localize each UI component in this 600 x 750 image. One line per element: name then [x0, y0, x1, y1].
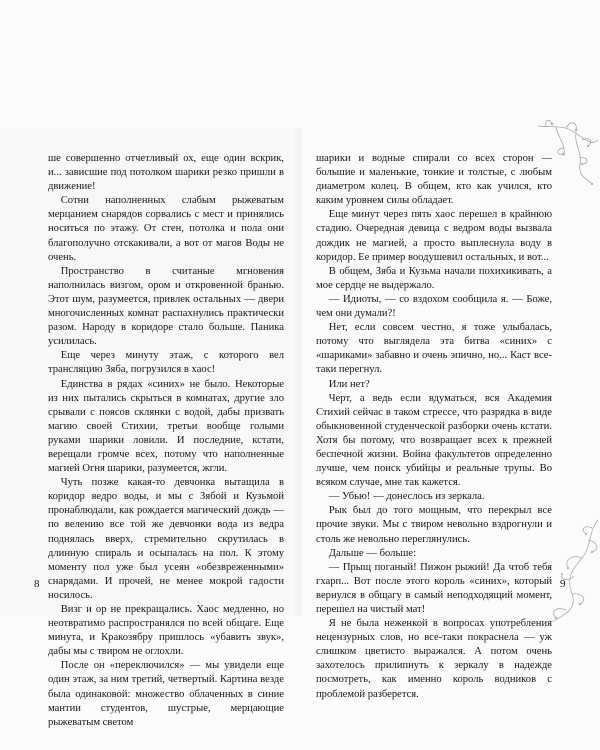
- paragraph: Еще через минуту этаж, с которого вел трансляцию Зяба, погрузился в хаос!: [48, 350, 284, 376]
- paragraph: ше совершенно отчетливый ох, еще один вскрик, и... зависшие под потолком шарики резко пришли в движение!: [48, 153, 284, 193]
- paragraph: После он «переключился» — мы увидели еще один этаж, за ним третий, четвертый. Картина везде была одинаковой: множество облаченных в синие мантии студентов, шустрые, мерцающие рыжеватым светом: [48, 660, 284, 728]
- paragraph: Дальше — больше:: [328, 547, 417, 559]
- paragraph: Пространство в считаные мгновения наполнилась визгом, ором и откровенной бранью. Этот шум, разумеется, привлек остальных — двери многочисленных комнат распахнулись практически разом. Народу в коридоре стало больше. Паника усилилась.: [48, 265, 284, 348]
- paragraph: — Убью! — донеслось из зеркала.: [328, 491, 485, 503]
- paragraph: Чуть позже какая-то девчонка вытащила в коридор ведро воды, и мы с Зябой и Кузьмой пронаблюдали, как рождается магический дождь — по велению все той же девчонки вода из ведра поднялась вверх, стремительно скрутилась в длинную спираль и осыпалась на пол. К этому моменту пол уже был усеян «обезвреженными» снарядами. И прочей, не менее мокрой гадости носилось.: [48, 477, 284, 601]
- paragraph: Или нет?: [328, 378, 370, 390]
- paragraph: — Прыщ поганый! Пижон рыжий! Да чтоб тебя гхарп... Вот после этого король «синих», который вернулся в общагу в самый неподходящий момент, перешел на чистый мат!: [316, 561, 552, 615]
- paragraph: Я не была неженкой в вопросах употребления нецензурных слов, но все-таки покраснела — уж слишком цветисто выражался. А потом очень захотелось прилипнуть к зеркалу в надежде посмотреть, как именно король водников с проблемой разберется.: [316, 618, 552, 700]
- floral-vine-icon: [536, 118, 600, 188]
- page-number-right: 9: [560, 578, 566, 590]
- right-page-text: [316, 152, 552, 702]
- paragraph: шарики и водные спирали со всех сторон — большие и маленькие, тонкие и толстые, с любым диаметром колец. В общем, кто как учился, кто каким уровнем силы обладает.: [316, 153, 552, 207]
- paragraph: — Идиоты, — со вздохом сообщила я. — Боже, чем они думали?!: [316, 293, 552, 320]
- paragraph: Еще минут через пять хаос перешел в крайнюю стадию. Очередная девица с ведром воды вызвала дождик не магией, а просто выплеснула воду в коридор. Ее пример воодушевил остальных, и вот...: [316, 209, 552, 263]
- paragraph: В общем, Зяба и Кузьма начали похихикивать, а мое сердце не выдержало.: [316, 265, 552, 291]
- paragraph: Визг и ор не прекращались. Хаос медленно, но неотвратимо распространялся по всей общаге. Еще минута, и Кракозябру пришлось «убавить звук», дабы мы с твиром не оглохли.: [48, 604, 284, 658]
- page-number-left: 8: [34, 578, 40, 590]
- left-page-text: [48, 152, 284, 730]
- paragraph: Нет, если совсем честно, я тоже улыбалась, потому что выглядела эта битва «синих» с «шариками» забавно и очень эпично, но... Каст все-таки перегнул.: [316, 322, 552, 376]
- floral-vine-icon: [522, 516, 600, 626]
- paragraph: Сотни наполненных слабым рыжеватым мерцанием снарядов сорвались с мест и принялись носиться по этажу. От стен, потолка и пола они благополучно отскакивали, а вот от магов Воды не очень.: [48, 195, 284, 263]
- paragraph: Черт, а ведь если вдуматься, вся Академия Стихий сейчас в таком стрессе, что разрядка в виде обыкновенной студенческой разборки очень кстати. Хотя бы потому, что возвращает всех к прежней беспечной жизни. Война факультетов определенно лучше, чем поиск убийцы и реальные трупы. Во всяком случае, мне так кажется.: [316, 392, 552, 489]
- book-gutter: [294, 128, 304, 616]
- paragraph: Рык был до того мощным, что перекрыл все прочие звуки. Мы с твиром невольно вздрогнули и столь же невольно переглянулись.: [316, 505, 552, 545]
- paragraph: Единства в рядах «синих» не было. Некоторые из них пытались скрыться в комнатах, другие зло срывали с поясов склянки с водой, дабы призвать магию своей Стихии, третьи вообще голыми руками шарики ловили. И последние, кстати, верещали громче всех, потому что наполненные магией Огня шарики, разумеется, жгли.: [48, 378, 284, 475]
